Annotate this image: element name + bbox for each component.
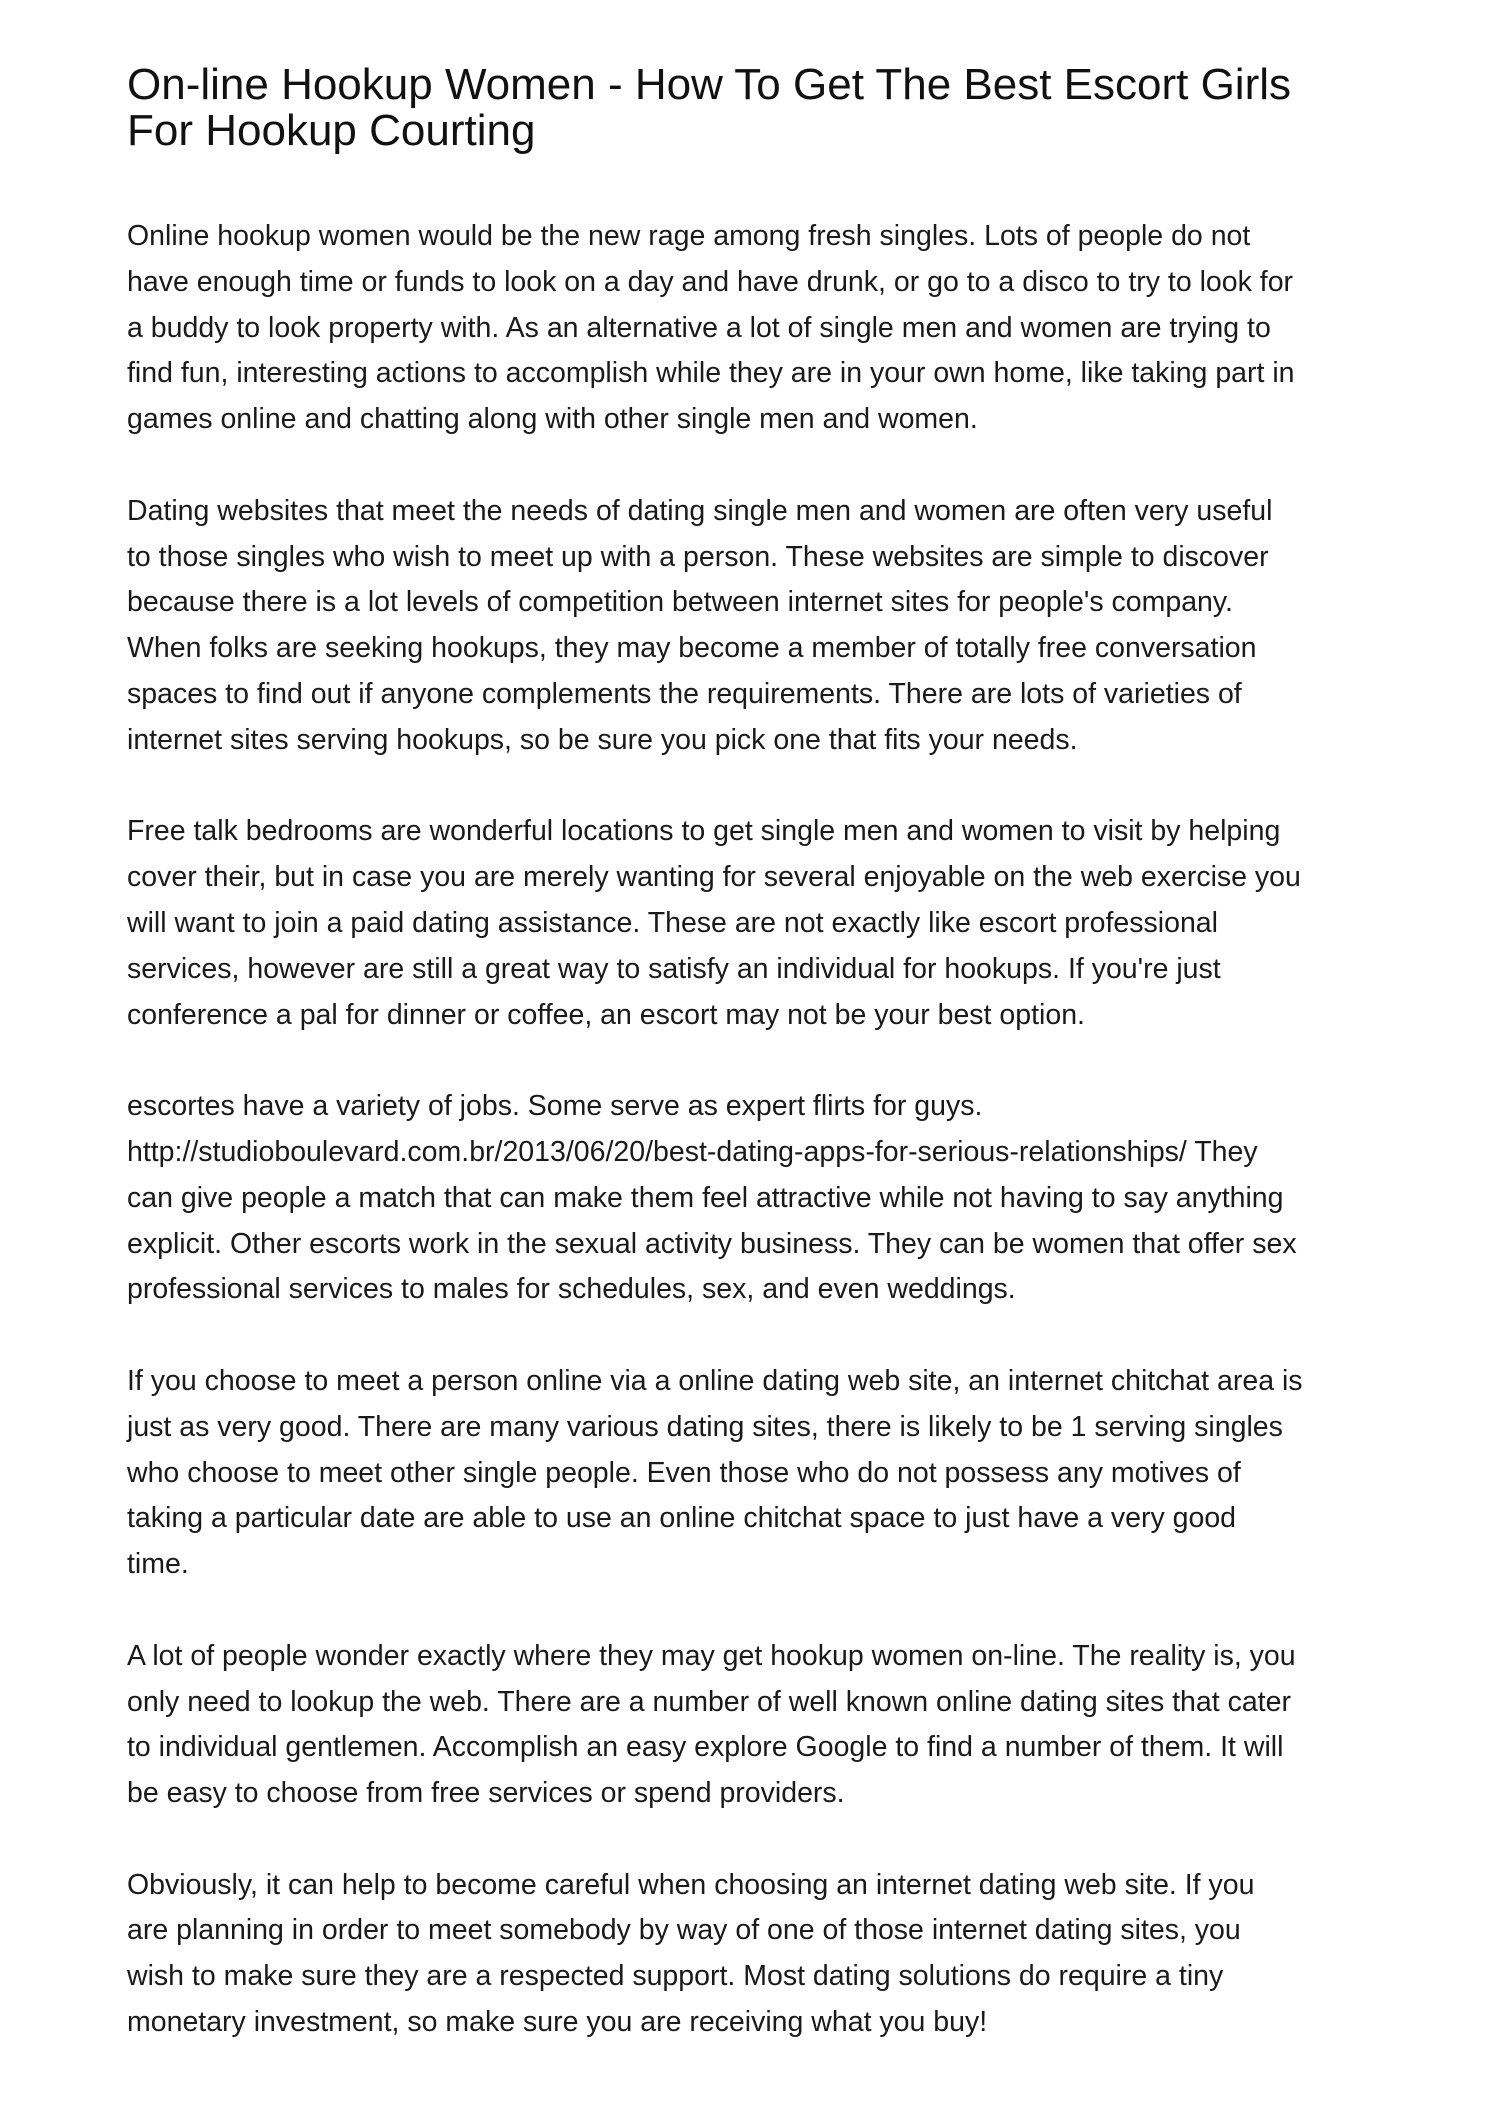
paragraph-line: cover their, but in case you are merely wanting for several enjoyable on the web exercise you bbox=[127, 861, 1301, 894]
paragraph-line: to those singles who wish to meet up with a person. These websites are simple to discover bbox=[127, 540, 1269, 573]
document-page bbox=[127, 62, 1397, 2092]
paragraph bbox=[127, 809, 1397, 1038]
paragraph-line: explicit. Other escorts work in the sexual activity business. They can be women that offer sex bbox=[127, 1227, 1297, 1260]
paragraph-line: Online hookup women would be the new rage among fresh singles. Lots of people do not bbox=[127, 220, 1251, 252]
paragraph-line: time. bbox=[127, 1548, 189, 1581]
paragraph-line: spaces to find out if anyone complements the requirements. There are lots of varieties of bbox=[127, 677, 1242, 710]
paragraph-line: have enough time or funds to look on a day and have drunk, or go to a disco to try to look for bbox=[127, 265, 1294, 298]
paragraph bbox=[127, 1084, 1397, 1313]
paragraph-line: only need to lookup the web. There are a number of well known online dating sites that cater bbox=[127, 1685, 1291, 1718]
paragraph-line: find fun, interesting actions to accomplish while they are in your own home, like taking part in bbox=[127, 357, 1295, 390]
paragraph bbox=[127, 214, 1397, 443]
paragraph-line: Obviously, it can help to become careful when choosing an internet dating web site. If you bbox=[127, 1868, 1255, 1901]
paragraph-line-with-url[interactable]: http://studioboulevard.com.br/2013/06/20/best-dating-apps-for-serious-relationships/ They bbox=[127, 1135, 1258, 1168]
title-line: For Hookup Courting bbox=[127, 106, 536, 155]
page-title bbox=[127, 62, 1397, 154]
paragraph-line: internet sites serving hookups, so be sure you pick one that fits your needs. bbox=[127, 723, 1078, 756]
paragraph-line: conference a pal for dinner or coffee, an escort may not be your best option. bbox=[127, 998, 1085, 1031]
paragraph-line: be easy to choose from free services or spend providers. bbox=[127, 1777, 845, 1810]
paragraph-line: A lot of people wonder exactly where they may get hookup women on-line. The reality is, you bbox=[127, 1639, 1296, 1672]
paragraph-line: professional services to males for schedules, sex, and even weddings. bbox=[127, 1273, 1016, 1306]
paragraph bbox=[127, 1359, 1397, 1588]
paragraph-line: taking a particular date are able to use an online chitchat space to just have a very good bbox=[127, 1502, 1237, 1535]
paragraph-line: will want to join a paid dating assistance. These are not exactly like escort professional bbox=[127, 906, 1218, 939]
paragraph-line: services, however are still a great way to satisfy an individual for hookups. If you're just bbox=[127, 952, 1221, 985]
paragraph-line: wish to make sure they are a respected support. Most dating solutions do require a tiny bbox=[127, 1960, 1224, 1993]
paragraph-line: are planning in order to meet somebody by way of one of those internet dating sites, you bbox=[127, 1914, 1241, 1947]
paragraph-line: a buddy to look property with. As an alternative a lot of single men and women are trying to bbox=[127, 311, 1271, 344]
paragraph-line: just as very good. There are many various dating sites, there is likely to be 1 serving singles bbox=[127, 1410, 1283, 1443]
paragraph bbox=[127, 1863, 1397, 2046]
title-line: On-line Hookup Women - How To Get The Best Escort Girls bbox=[127, 60, 1292, 109]
paragraph-line: who choose to meet other single people. Even those who do not possess any motives of bbox=[127, 1456, 1241, 1489]
paragraph-line: When folks are seeking hookups, they may become a member of totally free conversation bbox=[127, 632, 1257, 665]
paragraph-line: monetary investment, so make sure you are receiving what you buy! bbox=[127, 2006, 988, 2039]
paragraph bbox=[127, 1634, 1397, 1817]
paragraph-line: escortes have a variety of jobs. Some serve as expert flirts for guys. bbox=[127, 1090, 983, 1123]
paragraph-line: because there is a lot levels of competition between internet sites for people's company. bbox=[127, 586, 1233, 619]
paragraph-line: games online and chatting along with other single men and women. bbox=[127, 403, 978, 436]
paragraph bbox=[127, 489, 1397, 764]
paragraph-line: to individual gentlemen. Accomplish an easy explore Google to find a number of them. It will bbox=[127, 1731, 1284, 1764]
paragraph-line: Dating websites that meet the needs of dating single men and women are often very useful bbox=[127, 494, 1273, 527]
paragraph-line: can give people a match that can make them feel attractive while not having to say anything bbox=[127, 1181, 1284, 1214]
paragraph-line: Free talk bedrooms are wonderful locations to get single men and women to visit by helping bbox=[127, 815, 1281, 848]
paragraph-line: If you choose to meet a person online via a online dating web site, an internet chitchat area is bbox=[127, 1364, 1303, 1397]
